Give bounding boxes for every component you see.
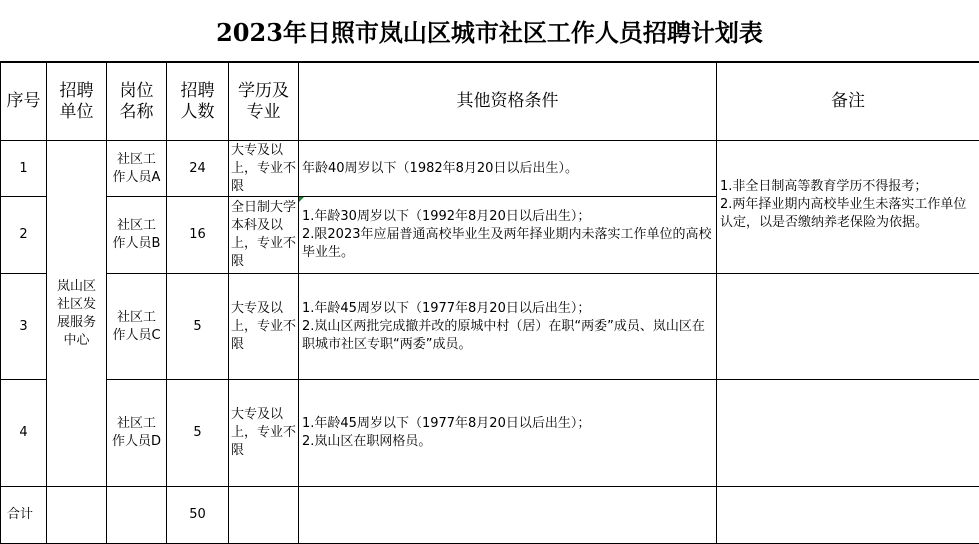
row-seq: 2	[1, 197, 47, 274]
row-position: 社区工作人员D	[107, 380, 167, 487]
table-row	[1, 380, 979, 487]
header-notes: 备注	[717, 63, 979, 141]
notes-text: 1.非全日制高等教育学历不得报考； 2.两年择业期内高校毕业生未落实工作单位认定，以是否缴纳养老保险为依据。	[720, 178, 977, 232]
header-seq: 序号	[1, 63, 47, 141]
row-conditions: 1.年龄45周岁以下（1977年8月20日以后出生）； 2.岚山区在职网格员。	[299, 380, 717, 487]
total-empty	[47, 487, 107, 544]
row-count: 16	[167, 197, 229, 274]
row-seq: 3	[1, 274, 47, 380]
row-count: 24	[167, 141, 229, 197]
table-row	[1, 274, 979, 380]
total-empty	[107, 487, 167, 544]
recruitment-table	[0, 62, 979, 544]
header-row	[1, 63, 979, 141]
notes-cell	[717, 141, 979, 274]
row-education: 全日制大学本科及以上，专业不限	[229, 197, 299, 274]
total-count: 50	[167, 487, 229, 544]
header-count: 招聘人数	[167, 63, 229, 141]
header-conditions: 其他资格条件	[299, 63, 717, 141]
row-count: 5	[167, 380, 229, 487]
row-position: 社区工作人员B	[107, 197, 167, 274]
total-label: 合计	[1, 487, 47, 544]
row-conditions: 1.年龄30周岁以下（1992年8月20日以后出生）； 2.限2023年应届普通高校毕业生及两年择业期内未落实工作单位的高校毕业生。	[299, 197, 717, 274]
row-position: 社区工作人员C	[107, 274, 167, 380]
unit-cell	[47, 141, 107, 487]
page-title: 2023年日照市岚山区城市社区工作人员招聘计划表	[0, 0, 979, 62]
header-education: 学历及专业	[229, 63, 299, 141]
header-unit: 招聘单位	[47, 63, 107, 141]
total-empty	[717, 487, 979, 544]
row-education: 大专及以上，专业不限	[229, 380, 299, 487]
row-education: 大专及以上，专业不限	[229, 274, 299, 380]
row-conditions: 年龄40周岁以下（1982年8月20日以后出生）。	[299, 141, 717, 197]
row-conditions: 1.年龄45周岁以下（1977年8月20日以后出生）； 2.岚山区两批完成撤并改的原城中村（居）在职“两委”成员、岚山区在职城市社区专职“两委”成员。	[299, 274, 717, 380]
row-notes-empty	[717, 380, 979, 487]
row-notes-empty	[717, 274, 979, 380]
row-seq: 4	[1, 380, 47, 487]
row-seq: 1	[1, 141, 47, 197]
table-row	[1, 141, 979, 197]
unit-name: 岚山区社区发展服务中心	[57, 279, 96, 348]
row-education: 大专及以上，专业不限	[229, 141, 299, 197]
row-count: 5	[167, 274, 229, 380]
total-row	[1, 487, 979, 544]
total-empty	[229, 487, 299, 544]
header-position: 岗位名称	[107, 63, 167, 141]
row-position: 社区工作人员A	[107, 141, 167, 197]
total-empty	[299, 487, 717, 544]
